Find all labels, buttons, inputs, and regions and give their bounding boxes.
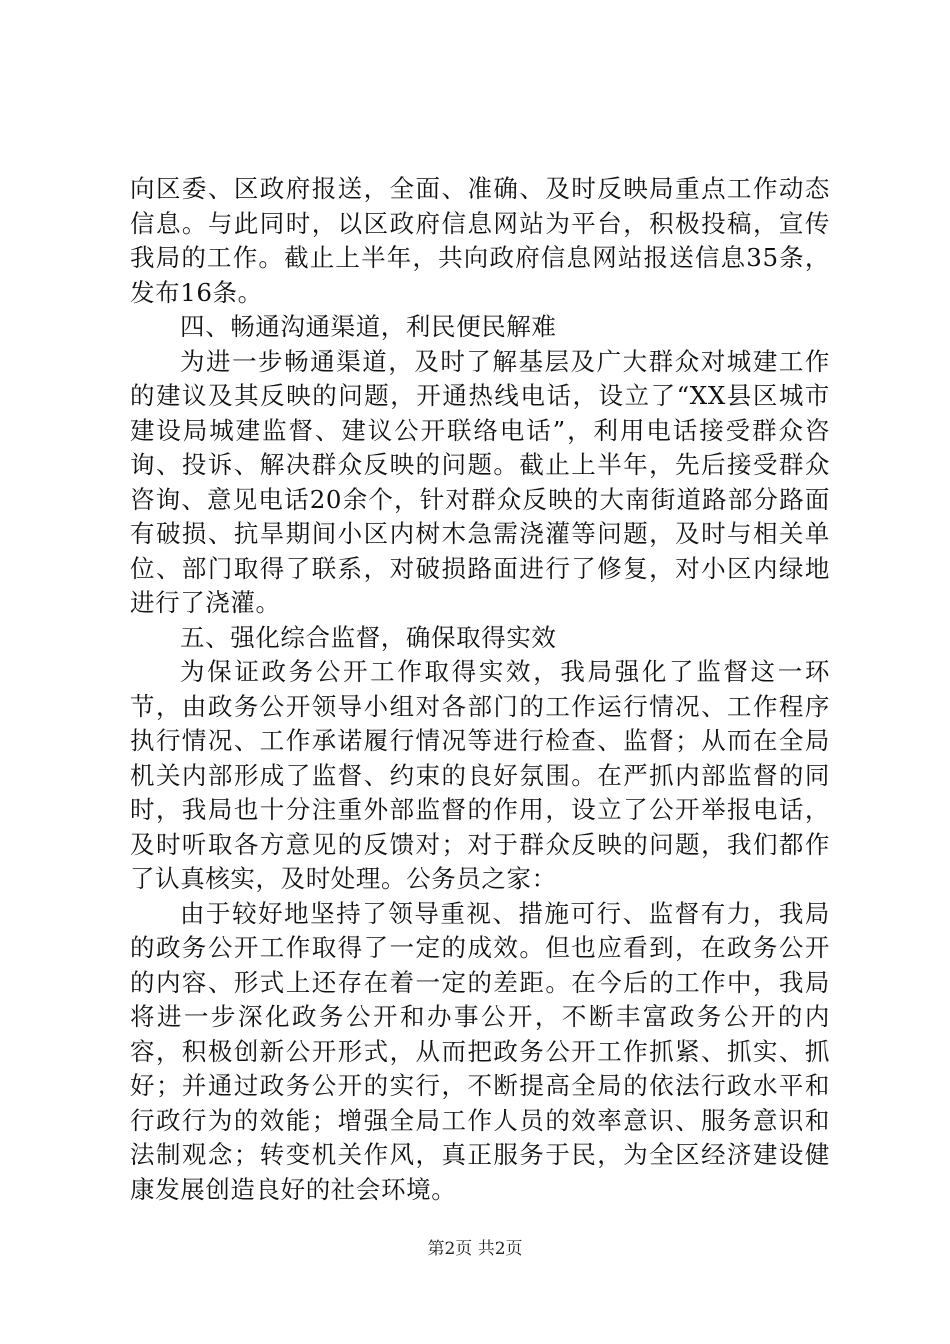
paragraph-continuation: 向区委、区政府报送，全面、准确、及时反映局重点工作动态信息。与此同时，以区政府信息网站为平台，积极投稿，宣传我局的工作。截止上半年，共向政府信息网站报送信息35条，发布16条。 <box>130 174 830 307</box>
paragraph-hotline: 为进一步畅通渠道，及时了解基层及广大群众对城建工作的建议及其反映的问题，开通热线电话，设立了“XX县区城市建设局城建监督、建议公开联络电话”，利用电话接受群众咨询、投诉、解决群众反映的问题。截止上半年，先后接受群众咨询、意见电话20余个，针对群众反映的大南街道路部分路面有破损、抗旱期间小区内树木急需浇灌等问题，及时与相关单位、部门取得了联系，对破损路面进行了修复，对小区内绿地进行了浇灌。 <box>130 346 830 617</box>
section-heading-four: 四、畅通沟通渠道，利民便民解难 <box>180 312 557 341</box>
paragraph-supervision: 为保证政务公开工作取得实效，我局强化了监督这一环节，由政务公开领导小组对各部门的工作运行情况、工作程序执行情况、工作承诺履行情况等进行检查、监督；从而在全局机关内部形成了监督、约束的良好氛围。在严抓内部监督的同时，我局也十分注重外部监督的作用，设立了公开举报电话，及时听取各方意见的反馈对；对于群众反映的问题，我们都作了认真核实，及时处理。公务员之家： <box>130 657 830 893</box>
page-number-footer: 第2页 共2页 <box>427 1239 523 1259</box>
document-body <box>130 172 830 1207</box>
section-heading-five: 五、强化综合监督，确保取得实效 <box>180 622 557 652</box>
paragraph-conclusion: 由于较好地坚持了领导重视、措施可行、监督有力，我局的政务公开工作取得了一定的成效。但也应看到，在政务公开的内容、形式上还存在着一定的差距。在今后的工作中，我局将进一步深化政务公开和办事公开，不断丰富政务公开的内容，积极创新公开形式，从而把政务公开工作抓紧、抓实、抓好；并通过政务公开的实行，不断提高全局的依法行政水平和行政行为的效能；增强全局工作人员的效率意识、服务意识和法制观念；转变机关作风，真正服务于民，为全区经济建设健康发展创造良好的社会环境。 <box>130 898 830 1204</box>
